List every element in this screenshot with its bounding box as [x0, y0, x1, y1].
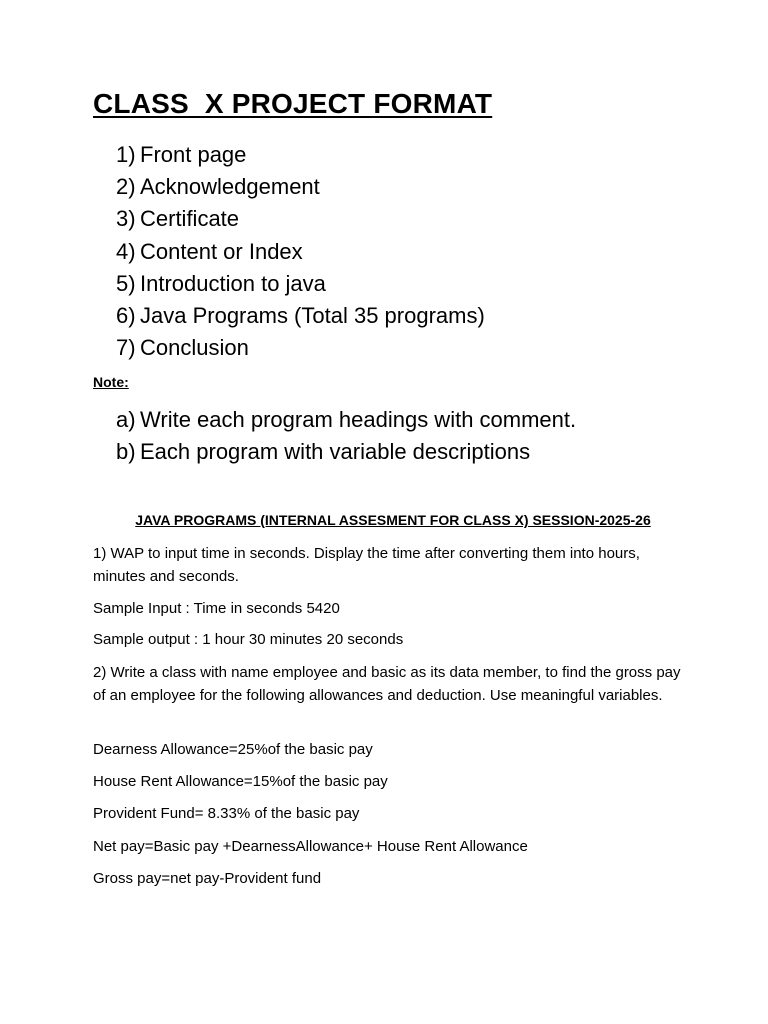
house-rent-allowance-line: House Rent Allowance=15%of the basic pay: [93, 773, 388, 790]
list-item-text: Java Programs (Total 35 programs): [140, 302, 485, 328]
list-item-text: Acknowledgement: [140, 174, 320, 200]
note-label: Note:: [93, 374, 129, 390]
list-item: [116, 171, 485, 203]
list-item-text: Conclusion: [140, 335, 249, 361]
list-item-number: 6): [116, 302, 136, 328]
list-item-number: 2): [116, 174, 136, 200]
note-item-text: Each program with variable descriptions: [140, 439, 531, 464]
list-item-number: 4): [116, 238, 136, 264]
list-item-number: 7): [116, 335, 136, 361]
list-item-number: 1): [116, 142, 136, 167]
list-item-text: Certificate: [140, 206, 240, 232]
note-item: [116, 436, 576, 468]
section-heading: JAVA PROGRAMS (INTERNAL ASSESMENT FOR CLASS X) SESSION-2025-26: [135, 512, 651, 528]
list-item: [116, 139, 485, 171]
project-format-list: [116, 139, 485, 364]
sample-output: Sample output : 1 hour 30 minutes 20 seconds: [93, 631, 404, 648]
list-item-number: 3): [116, 206, 136, 232]
sample-input: Sample Input : Time in seconds 5420: [93, 600, 340, 617]
list-item-text: Content or Index: [140, 238, 303, 264]
program-2-question: 2) Write a class with name employee and basic as its data member, to find the gross pay of an employee for the following allowances and deduction. Use meaningful variables.: [93, 664, 681, 704]
note-item-letter: a): [116, 407, 136, 432]
list-item: [116, 203, 485, 235]
list-item: [116, 332, 485, 364]
notes-list: [116, 404, 576, 468]
note-item-text: Write each program headings with comment.: [140, 407, 577, 432]
list-item: [116, 268, 485, 300]
net-pay-line: Net pay=Basic pay +DearnessAllowance+ House Rent Allowance: [93, 838, 528, 855]
provident-fund-line: Provident Fund= 8.33% of the basic pay: [93, 805, 360, 822]
list-item-number: 5): [116, 270, 136, 296]
list-item: [116, 300, 485, 332]
dearness-allowance-line: Dearness Allowance=25%of the basic pay: [93, 741, 373, 758]
gross-pay-line: Gross pay=net pay-Provident fund: [93, 870, 322, 887]
program-1-question: 1) WAP to input time in seconds. Display the time after converting them into hours, minutes and seconds.: [93, 545, 640, 585]
page-title: CLASS X PROJECT FORMAT: [93, 88, 493, 119]
note-item: [116, 404, 576, 436]
list-item-text: Introduction to java: [140, 270, 326, 296]
list-item: [116, 236, 485, 268]
list-item-text: Front page: [140, 142, 247, 167]
note-item-letter: b): [116, 439, 136, 464]
